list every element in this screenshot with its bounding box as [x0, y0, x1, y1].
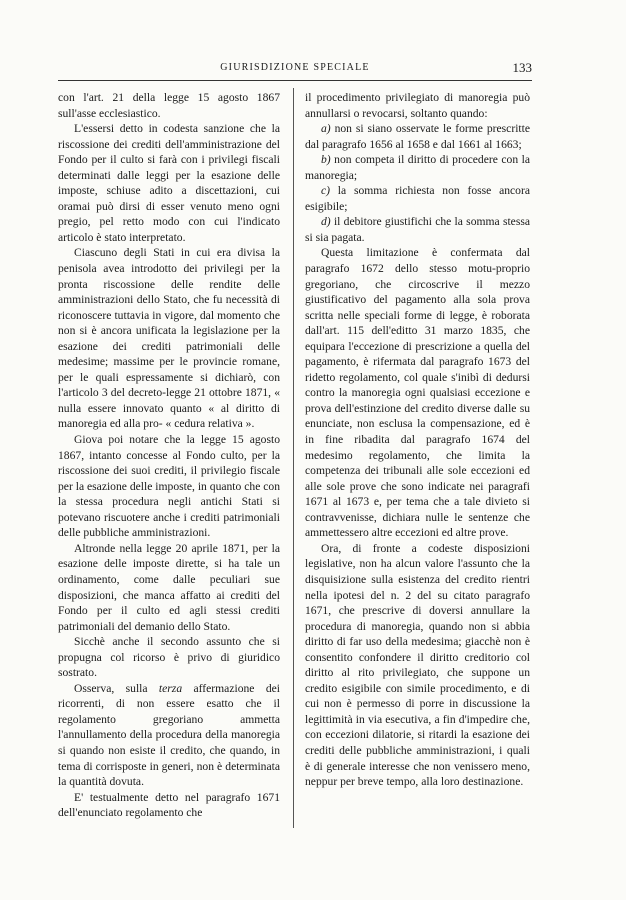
left-paragraph-7-emphasis: terza: [158, 681, 183, 695]
list-item-c-letter: c): [321, 184, 331, 198]
right-paragraph-2: Questa limitazione è confermata dal paragrafo 1672 dello stesso motu-proprio gregoriano, che circoscrive il mezzo giustificativo del pagamento alla sola prova scritta nelle speciali forme di legge, è roborata dall'art. 115 dell'editto 31 marzo 1835, che equipara l'eccezione di prescrizione a quella del pagamento, è rifermata dal paragrafo 1673 del ridetto regolamento, col quale s'inibì di dedursi contro la manoregia ogni qualsiasi eccezione e prova dell'estinzione del credito diverse dalle su enunciate, non esclusa la compensazione, ed è in fine ribadita dal paragrafo 1674 del medesimo regolamento, che limita la competenza dei tribunali alle sole eccezioni ed alle sole prove che sono indicate nei paragrafi 1671 al 1673 e, per tema che a tale divieto si contravvenisse, dichiara nulle le sentenze che ammettessero altre eccezioni ed altre prove.: [305, 246, 530, 540]
right-paragraph-3: Ora, di fronte a codeste disposizioni legislative, non ha alcun valore l'assunto che la disquisizione sulla esistenza del credito rientri nella ipotesi del n. 2 del su citato paragrafo 1671, che prescrive di doversi annullare la procedura di manoregia, quando non si abbia diritto di far uso della medesima; giacchè non è consentito confondere il diritto creditorio col diritto al rito privilegiato, che suppone un credito esigibile con simile procedimento, e di cui non è permesso di porre in discussione la legittimità in via esecutiva, a fin d'impedire che, con eccezioni dilatorie, si ritardi la esazione dei crediti delle pubbliche amministrazioni, i quali è di generale interesse che non venissero meno, neppur per breve tempo, alla loro destinazione.: [305, 541, 530, 789]
right-column: [305, 90, 530, 790]
left-paragraph-1: con l'art. 21 della legge 15 agosto 1867 sull'asse ecclesiastico.: [58, 91, 280, 120]
list-item-d: [305, 214, 530, 245]
left-paragraph-7: [58, 681, 280, 790]
running-title: GIURISDIZIONE SPECIALE: [220, 62, 370, 73]
column-divider: [293, 88, 294, 828]
list-item-c: [305, 183, 530, 214]
left-paragraph-3: Ciascuno degli Stati in cui era divisa la penisola avea introdotto dei privilegi per la pronta riscossione delle rendite delle amministrazioni dello Stato, che fu necessità di riconoscere tuttavia in vigore, dal momento che non si è ancora unificata la legislazione per la esazione dei crediti patrimoniali delle medesime; massime per le provincie romane, per le quali espressamente si dichiarò, con l'articolo 3 del decreto-legge 21 ottobre 1871, « nulla essere innovato quanto « al diritto di manoregia ed alla pro- « cedura relativa ».: [58, 246, 280, 431]
left-paragraph-7-start: Osserva, sulla: [74, 681, 159, 695]
header-rule: [58, 80, 532, 81]
running-head: [58, 60, 532, 76]
page-number: 133: [512, 60, 532, 75]
left-paragraph-8: E' testualmente detto nel paragrafo 1671 dell'enunciato regolamento che: [58, 790, 280, 820]
left-paragraph-6: Sicchè anche il secondo assunto che si propugna col ricorso è privo di giuridico sostrato.: [58, 635, 280, 680]
left-paragraph-2: L'essersi detto in codesta sanzione che la riscossione dei crediti dell'amministrazione del Fondo per il culto si farà con i privilegi fiscali determinati dalle leggi per la esazione delle imposte, schiuse adito a discettazioni, cui oramai può dirsi di esser venuto meno ogni pregio, pel retto modo con cui l'indicato articolo è stato interpretato.: [58, 122, 280, 244]
left-paragraph-4: Giova poi notare che la legge 15 agosto 1867, intanto concesse al Fondo culto, per la riscossione dei suoi crediti, il privilegio fiscale per la esazione delle imposte, in quanto che con la stessa procedura negli antichi Stati si potevano riscuotere anche i crediti patrimoniali delle pubbliche amministrazioni.: [58, 433, 280, 540]
list-item-d-text: il debitore giustifichi che la somma stessa si sia pagata.: [305, 215, 530, 244]
list-item-b: [305, 152, 530, 183]
left-column: [58, 90, 280, 821]
list-item-a: [305, 121, 530, 152]
list-item-c-text: la somma richiesta non fosse ancora esigibile;: [305, 184, 530, 213]
list-item-d-letter: d): [321, 215, 331, 229]
list-item-a-text: non si siano osservate le forme prescritte dal paragrafo 1656 al 1658 e dal 1661 al 1663;: [305, 122, 530, 151]
list-item-a-letter: a): [321, 122, 331, 136]
list-item-b-text: non competa il diritto di procedere con la manoregia;: [305, 153, 530, 182]
list-item-b-letter: b): [321, 153, 331, 167]
left-paragraph-5: Altronde nella legge 20 aprile 1871, per la esazione delle imposte dirette, si ha tale un ordinamento, come dalle peculiari sue disposizioni, che manca affatto ai crediti del Fondo per il culto ed agli stessi crediti patrimoniali del demanio dello Stato.: [58, 541, 280, 633]
left-paragraph-7-end: affermazione dei ricorrenti, di non essere esatto che il regolamento gregoriano ammetta l'annullamento della procedura della manoregia si quando non esiste il credito, che quando, in tema di corrisposte in generi, non è determinata la quantità dovuta.: [58, 681, 280, 789]
right-paragraph-1: il procedimento privilegiato di manoregia può annullarsi o revocarsi, soltanto quando:: [305, 91, 530, 120]
